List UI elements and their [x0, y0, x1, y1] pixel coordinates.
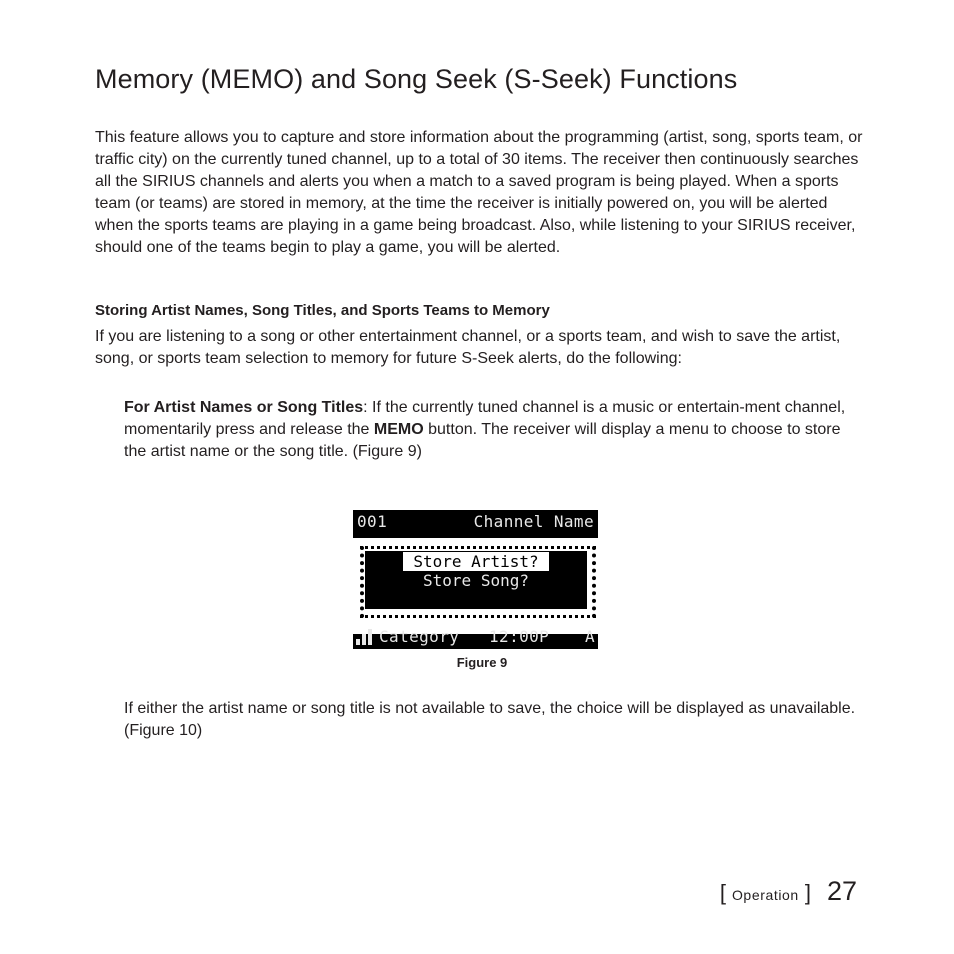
instruction-text-2: button. The receiver will display a menu to choose to store the artist name or the song title. (Figure 9) [124, 421, 841, 460]
instruction-lead: For Artist Names or Song Titles [124, 399, 364, 416]
section-subheading: Storing Artist Names, Song Titles, and Sports Teams to Memory [95, 302, 550, 319]
lcd-channel-number: 001 [357, 512, 388, 531]
lcd-content-area [353, 538, 598, 634]
lcd-memo-menu [365, 551, 587, 609]
footer-section-name: Operation [731, 887, 799, 903]
lcd-display-figure [353, 510, 598, 649]
memo-button-name: MEMO [373, 421, 424, 438]
signal-strength-icon [356, 629, 376, 645]
instruction-text-1: : If the currently tuned channel is a music or entertain-ment channel, momentarily press and release the [124, 399, 846, 438]
lcd-category: Category [379, 627, 460, 646]
lcd-indicator: A [584, 627, 595, 646]
figure-caption: Figure 9 [456, 655, 508, 670]
artist-song-instructions [124, 397, 864, 463]
page-number: 27 [826, 876, 857, 906]
lcd-menu-option: Store Song? [423, 571, 529, 590]
intro-paragraph: This feature allows you to capture and store information about the programming (artist, song, sports team, or traffic city) on the currently tuned channel, up to a total of 30 items. The receiver then continuously searches all the SIRIUS channels and alerts you when a match to a saved program is being played. When a sports team (or teams) are stored in memory, at the time the receiver is initially powered on, you will be alerted when the sports teams are playing in a game being broadcast. Also, while listening to your SIRIUS receiver, should one of the teams begin to play a game, you will be alerted. [95, 129, 863, 256]
unavailable-note-paragraph: If either the artist name or song title is not available to save, the choice will be displayed as unavailable. (Figure 10) [124, 700, 856, 739]
footer-bracket-close: ] [804, 880, 811, 905]
storing-instructions-paragraph: If you are listening to a song or other entertainment channel, or a sports team, and wish to save the artist, song, or sports team selection to memory for future S-Seek alerts, do the following: [95, 328, 841, 367]
lcd-channel-name: Channel Name [473, 512, 594, 531]
footer-bracket-open: [ [719, 880, 726, 905]
page-footer [720, 876, 857, 907]
lcd-time: 12:00P [489, 627, 550, 646]
lcd-menu-option-selected: Store Artist? [365, 553, 587, 570]
page-title: Memory (MEMO) and Song Seek (S-Seek) Functions [95, 64, 738, 94]
